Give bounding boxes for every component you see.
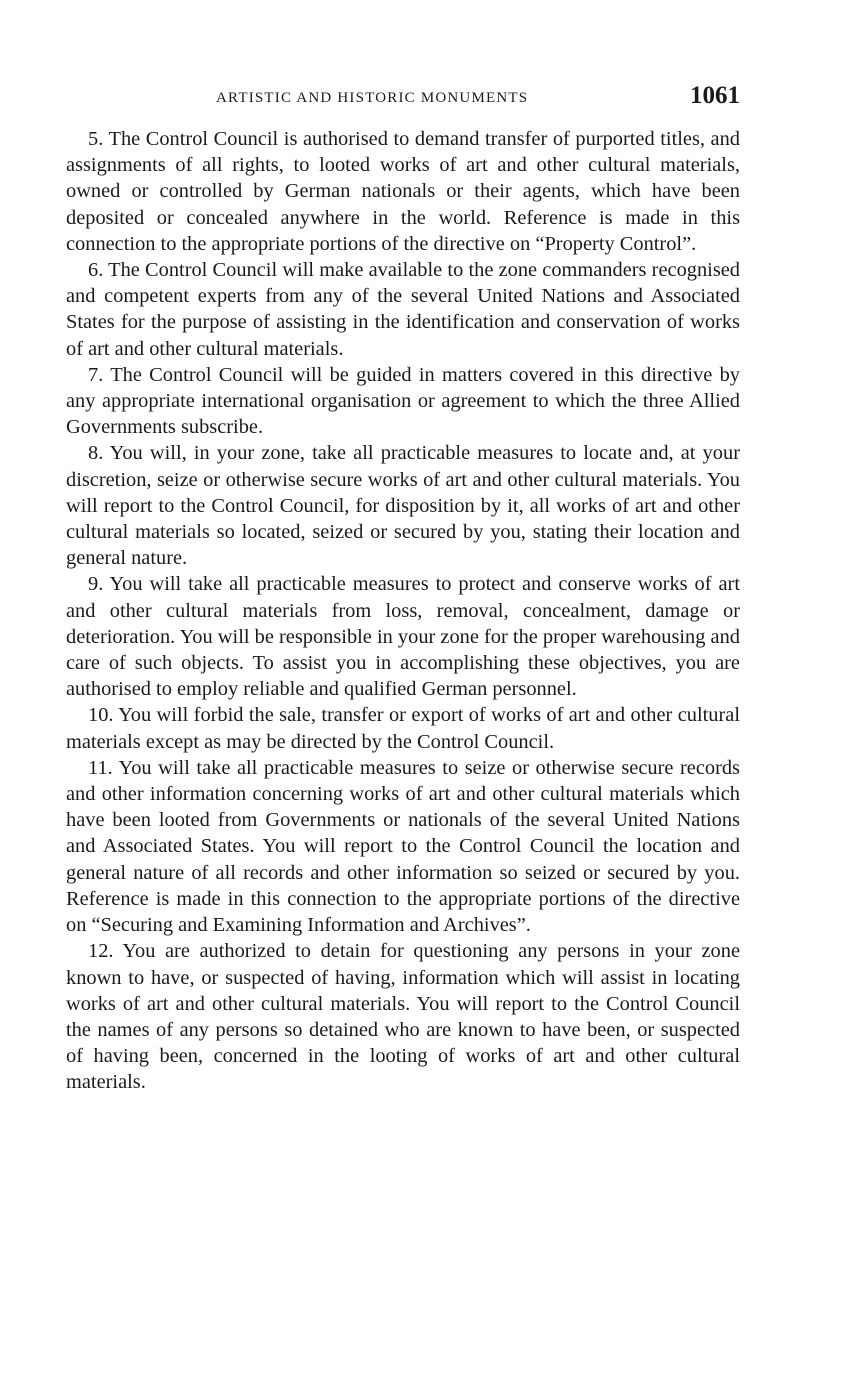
page-number: 1061 <box>690 82 740 109</box>
paragraph-8: 8. You will, in your zone, take all practicable measures to locate and, at your discretion, seize or otherwise secure works of art and other cultural materials. You will report to the Control Council, for disposition by it, all works of art and other cultural materials so located, seized or secured by you, stating their location and general nature. <box>66 442 740 570</box>
paragraph-5: 5. The Control Council is authorised to demand transfer of purported titles, and assignments of all rights, to looted works of art and other cultural materials, owned or controlled by German nationals or their agents, which have been deposited or concealed anywhere in the world. Reference is made in this connection to the appropriate portions of the directive on “Property Control”. <box>66 128 740 255</box>
paragraph-7: 7. The Control Council will be guided in matters covered in this directive by any appropriate international organisation or agreement to which the three Allied Governments subscribe. <box>66 363 740 439</box>
running-title: ARTISTIC AND HISTORIC MONUMENTS <box>216 90 529 106</box>
body-text <box>66 126 740 1096</box>
paragraph-9: 9. You will take all practicable measures to protect and conserve works of art and other cultural materials from loss, removal, concealment, damage or deterioration. You will be responsible in your zone for the proper warehousing and care of such objects. To assist you in accomplishing these objectives, you are authorised to employ reliable and qualified German personnel. <box>66 573 740 701</box>
paragraph-10: 10. You will forbid the sale, transfer or export of works of art and other cultural materials except as may be directed by the Control Council. <box>66 704 740 753</box>
paragraph-6: 6. The Control Council will make available to the zone commanders recognised and competent experts from any of the several United Nations and Associated States for the purpose of assisting in the identification and conservation of works of art and other cultural materials. <box>66 259 740 360</box>
running-head <box>66 82 740 116</box>
paragraph-12: 12. You are authorized to detain for questioning any persons in your zone known to have, or suspected of having, information which will assist in locating works of art and other cultural materials. You will report to the Control Council the names of any persons so detained who are known to have been, or suspected of having been, concerned in the looting of works of art and other cultural materials. <box>66 940 740 1094</box>
paragraph-11: 11. You will take all practicable measures to seize or otherwise secure records and other information concerning works of art and other cultural materials which have been looted from Governments or nationals of the several United Nations and Associated States. You will report to the Control Council the location and general nature of all records and other information so seized or secured by you. Reference is made in this connection to the appropriate portions of the directive on “Securing and Examining Information and Archives”. <box>66 756 740 937</box>
document-page <box>66 82 740 1096</box>
